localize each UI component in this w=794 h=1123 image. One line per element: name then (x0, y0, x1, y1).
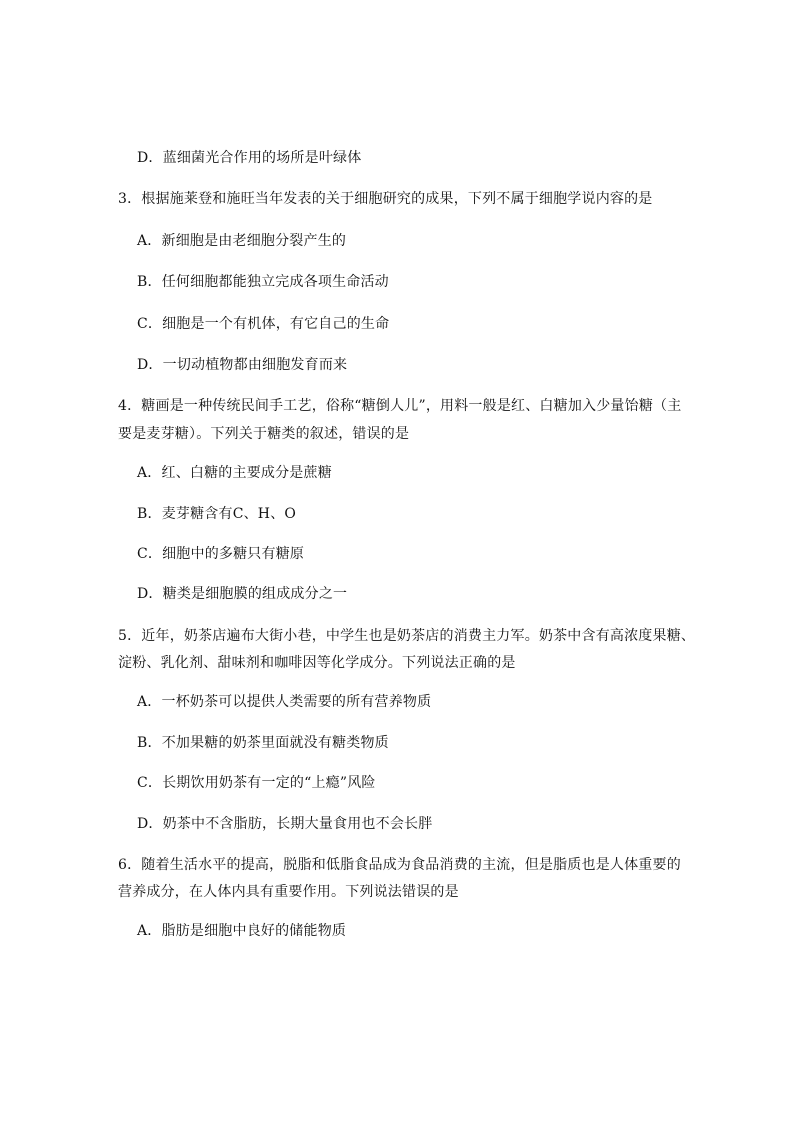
q5-option-d: D．奶茶中不含脂肪，长期大量食用也不会长胖 (137, 816, 433, 832)
q6-stem-line2: 营养成分，在人体内具有重要作用。下列说法错误的是 (118, 884, 459, 900)
q5-option-a: A．一杯奶茶可以提供人类需要的所有营养物质 (137, 694, 432, 710)
q3-option-d: D．一切动植物都由细胞发育而来 (137, 357, 348, 373)
q5-option-c: C．长期饮用奶茶有一定的“上瘾”风险 (137, 775, 376, 791)
q4-option-d: D．糖类是细胞膜的组成成分之一 (137, 586, 348, 602)
q2-option-d: D．蓝细菌光合作用的场所是叶绿体 (137, 150, 362, 166)
q3-option-a: A．新细胞是由老细胞分裂产生的 (137, 233, 347, 249)
q3-option-c: C．细胞是一个有机体，有它自己的生命 (137, 316, 390, 332)
q3-option-b: B．任何细胞都能独立完成各项生命活动 (137, 274, 389, 290)
q6-option-a: A．脂肪是细胞中良好的储能物质 (137, 923, 347, 939)
q5-option-b: B．不加果糖的奶茶里面就没有糖类物质 (137, 735, 389, 751)
q4-stem-line1: 4．糖画是一种传统民间手工艺，俗称“糖倒人儿”，用料一般是红、白糖加入少量饴糖（主 (118, 398, 682, 414)
q3-stem: 3．根据施莱登和施旺当年发表的关于细胞研究的成果，下列不属于细胞学说内容的是 (118, 191, 653, 207)
q5-stem-line1: 5．近年，奶茶店遍布大街小巷，中学生也是奶茶店的消费主力军。奶茶中含有高浓度果糖、 (118, 628, 696, 644)
q4-option-a: A．红、白糖的主要成分是蔗糖 (137, 465, 332, 481)
q4-option-b: B．麦芽糖含有C、H、O (137, 506, 297, 522)
q6-stem-line1: 6．随着生活水平的提高，脱脂和低脂食品成为食品消费的主流，但是脂质也是人体重要的 (118, 857, 681, 873)
q4-stem-line2: 要是麦芽糖）。下列关于糖类的叙述，错误的是 (118, 426, 410, 442)
q5-stem-line2: 淀粉、乳化剂、甜味剂和咖啡因等化学成分。下列说法正确的是 (118, 655, 516, 671)
q4-option-c: C．细胞中的多糖只有糖原 (137, 546, 305, 562)
